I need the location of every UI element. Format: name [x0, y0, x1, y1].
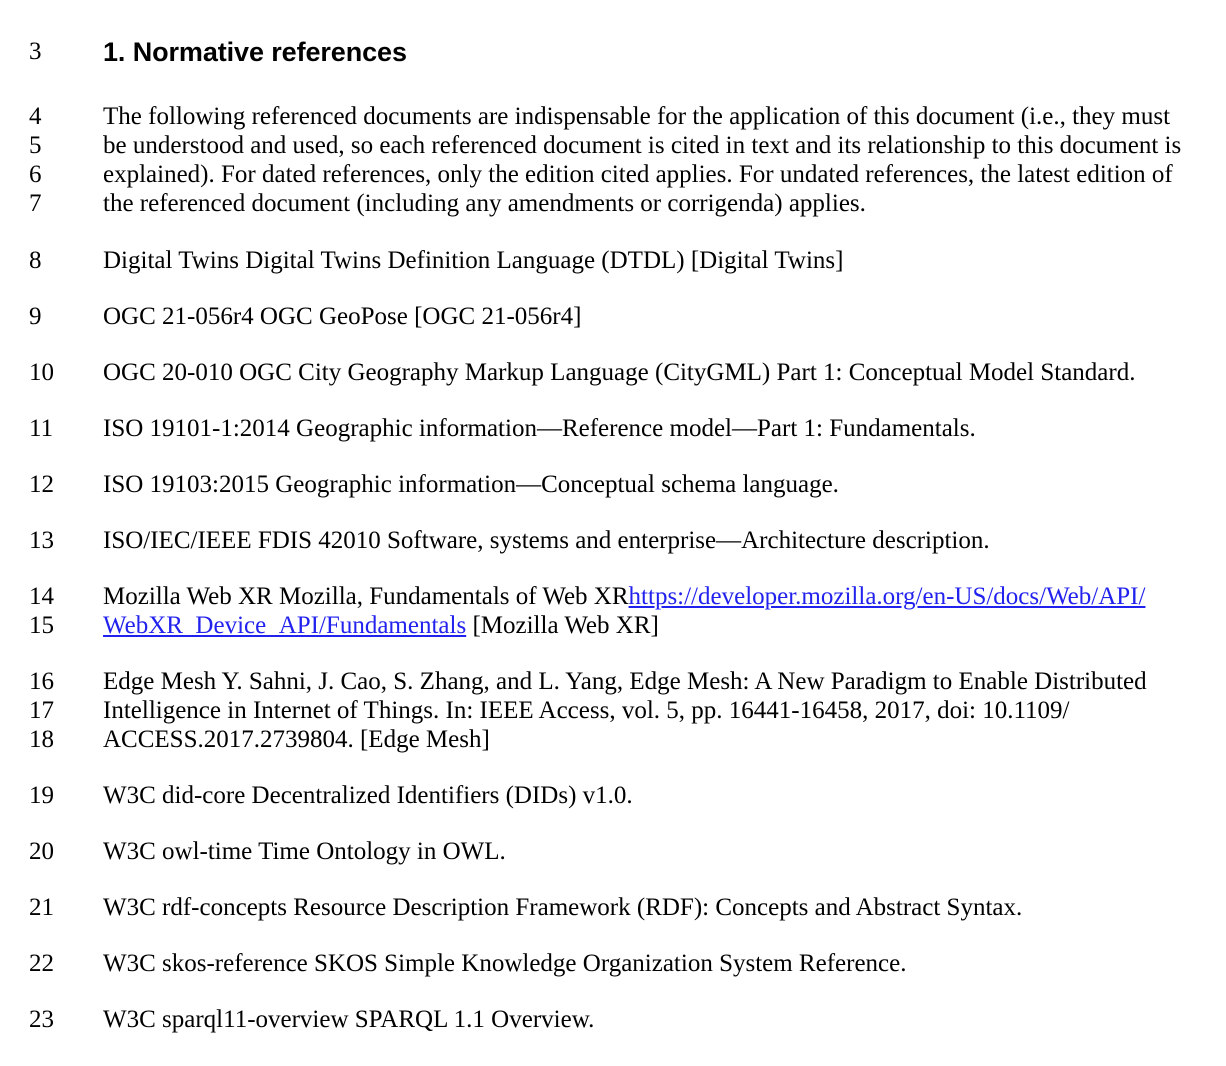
line-number: 11 [29, 415, 54, 442]
paragraph [103, 893, 1136, 922]
text-line: OGC 21-056r4 OGC GeoPose [OGC 21-056r4] [103, 303, 582, 330]
reference-content [103, 949, 1226, 978]
text-line: the referenced document (including any amendments or corrigenda) applies. [103, 190, 866, 217]
line-number-column [0, 667, 103, 754]
line-number: 15 [29, 612, 54, 639]
line-number-column [0, 32, 103, 72]
reference-entry [0, 302, 1226, 331]
reference-entry [0, 837, 1226, 866]
intro-paragraph-content [103, 102, 1226, 218]
reference-content [103, 893, 1226, 922]
line-number: 23 [29, 1006, 54, 1033]
text-line: be understood and used, so each referenced document is cited in text and its relationship to this document is [103, 132, 1182, 159]
paragraph [103, 582, 1146, 640]
paragraph [103, 470, 1136, 499]
reference-entry [0, 893, 1226, 922]
line-number: 9 [29, 303, 42, 330]
line-number: 3 [29, 38, 42, 65]
text-line: W3C owl-time Time Ontology in OWL. [103, 838, 506, 865]
reference-content [103, 837, 1226, 866]
line-number-column [0, 358, 103, 387]
paragraph [103, 837, 1136, 866]
mozilla-reference-content [103, 582, 1226, 640]
line-number: 14 [29, 583, 54, 610]
line-number-column [0, 302, 103, 331]
reference-entry [0, 414, 1226, 443]
paragraph [103, 102, 1182, 218]
line-number-column [0, 414, 103, 443]
text-line: The following referenced documents are indispensable for the application of this document (i.e., they must [103, 103, 1171, 130]
spacer [0, 443, 1226, 470]
line-number-column [0, 582, 103, 640]
text-line: W3C sparql11-overview SPARQL 1.1 Overview. [103, 1006, 595, 1033]
section-heading-block [0, 32, 1226, 72]
reference-entry [0, 470, 1226, 499]
line-number: 13 [29, 527, 54, 554]
reference-entry [0, 526, 1226, 555]
line-number-column [0, 102, 103, 218]
spacer [0, 218, 1226, 246]
page-title: 1. Normative references [103, 37, 407, 67]
line-number: 19 [29, 782, 54, 809]
spacer [0, 499, 1226, 526]
paragraph [103, 1005, 1136, 1034]
top-spacer [0, 0, 1226, 32]
line-number-column [0, 246, 103, 275]
reference-text: Mozilla Web XR Mozilla, Fundamentals of Web XR [103, 583, 629, 610]
line-number: 17 [29, 697, 54, 724]
mozilla-webxr-link[interactable]: https://developer.mozilla.org/en-US/docs/Web/API/ [628, 583, 1146, 610]
line-number-column [0, 526, 103, 555]
spacer [0, 640, 1226, 667]
reference-content [103, 358, 1226, 387]
line-number-column [0, 1005, 103, 1034]
spacer [0, 387, 1226, 414]
spacer [0, 754, 1226, 781]
reference-content [103, 1005, 1226, 1034]
line-number: 10 [29, 359, 54, 386]
reference-entry [0, 246, 1226, 275]
line-number: 12 [29, 471, 54, 498]
line-number-column [0, 470, 103, 499]
reference-entry [0, 781, 1226, 810]
text-line: ISO/IEC/IEEE FDIS 42010 Software, systems and enterprise—Architecture description. [103, 527, 990, 554]
text-line: Digital Twins Digital Twins Definition Language (DTDL) [Digital Twins] [103, 247, 844, 274]
spacer [0, 555, 1226, 582]
reference-content [103, 470, 1226, 499]
heading-content [103, 32, 1226, 72]
line-number-column [0, 781, 103, 810]
text-line: explained). For dated references, only the edition cited applies. For undated references, the latest edition of [103, 161, 1173, 188]
paragraph [103, 358, 1136, 387]
text-line: Intelligence in Internet of Things. In: IEEE Access, vol. 5, pp. 16441-16458, 2017, doi: 10.1109/ [103, 697, 1070, 724]
paragraph [103, 781, 1136, 810]
line-number: 18 [29, 726, 54, 753]
paragraph [103, 302, 1136, 331]
text-line: ISO 19101-1:2014 Geographic information—Reference model—Part 1: Fundamentals. [103, 415, 976, 442]
edge-mesh-reference-content [103, 667, 1226, 754]
spacer [0, 810, 1226, 837]
reference-entry [0, 949, 1226, 978]
text-line [103, 582, 1146, 611]
text-line: OGC 20-010 OGC City Geography Markup Language (CityGML) Part 1: Conceptual Model Standard. [103, 359, 1136, 386]
text-line: Edge Mesh Y. Sahni, J. Cao, S. Zhang, and L. Yang, Edge Mesh: A New Paradigm to Enable Distributed [103, 668, 1147, 695]
spacer [0, 866, 1226, 893]
paragraph [103, 246, 1136, 275]
line-number: 5 [29, 132, 42, 159]
reference-content [103, 246, 1226, 275]
line-number: 21 [29, 894, 54, 921]
line-number: 22 [29, 950, 54, 977]
mozilla-webxr-link-continuation[interactable]: WebXR_Device_API/Fundamentals [103, 612, 467, 639]
text-line: W3C rdf-concepts Resource Description Framework (RDF): Concepts and Abstract Syntax. [103, 894, 1023, 921]
spacer [0, 922, 1226, 949]
spacer [0, 331, 1226, 358]
reference-entry [0, 358, 1226, 387]
reference-tag: [Mozilla Web XR] [466, 612, 659, 639]
line-number: 4 [29, 103, 42, 130]
paragraph [103, 667, 1147, 754]
reference-content [103, 781, 1226, 810]
line-number-column [0, 893, 103, 922]
text-line [103, 611, 1136, 640]
line-number: 8 [29, 247, 42, 274]
paragraph [103, 526, 1136, 555]
paragraph [103, 414, 1136, 443]
line-number-column [0, 837, 103, 866]
reference-content [103, 302, 1226, 331]
text-line: W3C did-core Decentralized Identifiers (DIDs) v1.0. [103, 782, 633, 809]
line-number: 20 [29, 838, 54, 865]
paragraph [103, 949, 1136, 978]
reference-content [103, 526, 1226, 555]
line-number-column [0, 949, 103, 978]
spacer [0, 275, 1226, 302]
line-number: 6 [29, 161, 42, 188]
line-number: 7 [29, 190, 42, 217]
mozilla-reference-entry [0, 582, 1226, 640]
line-number: 16 [29, 668, 54, 695]
intro-paragraph-block [0, 102, 1226, 218]
text-line: W3C skos-reference SKOS Simple Knowledge Organization System Reference. [103, 950, 907, 977]
reference-entry [0, 1005, 1226, 1034]
spacer [0, 72, 1226, 102]
reference-content [103, 414, 1226, 443]
edge-mesh-reference-entry [0, 667, 1226, 754]
spacer [0, 978, 1226, 1005]
text-line: ISO 19103:2015 Geographic information—Conceptual schema language. [103, 471, 839, 498]
text-line: ACCESS.2017.2739804. [Edge Mesh] [103, 726, 490, 753]
